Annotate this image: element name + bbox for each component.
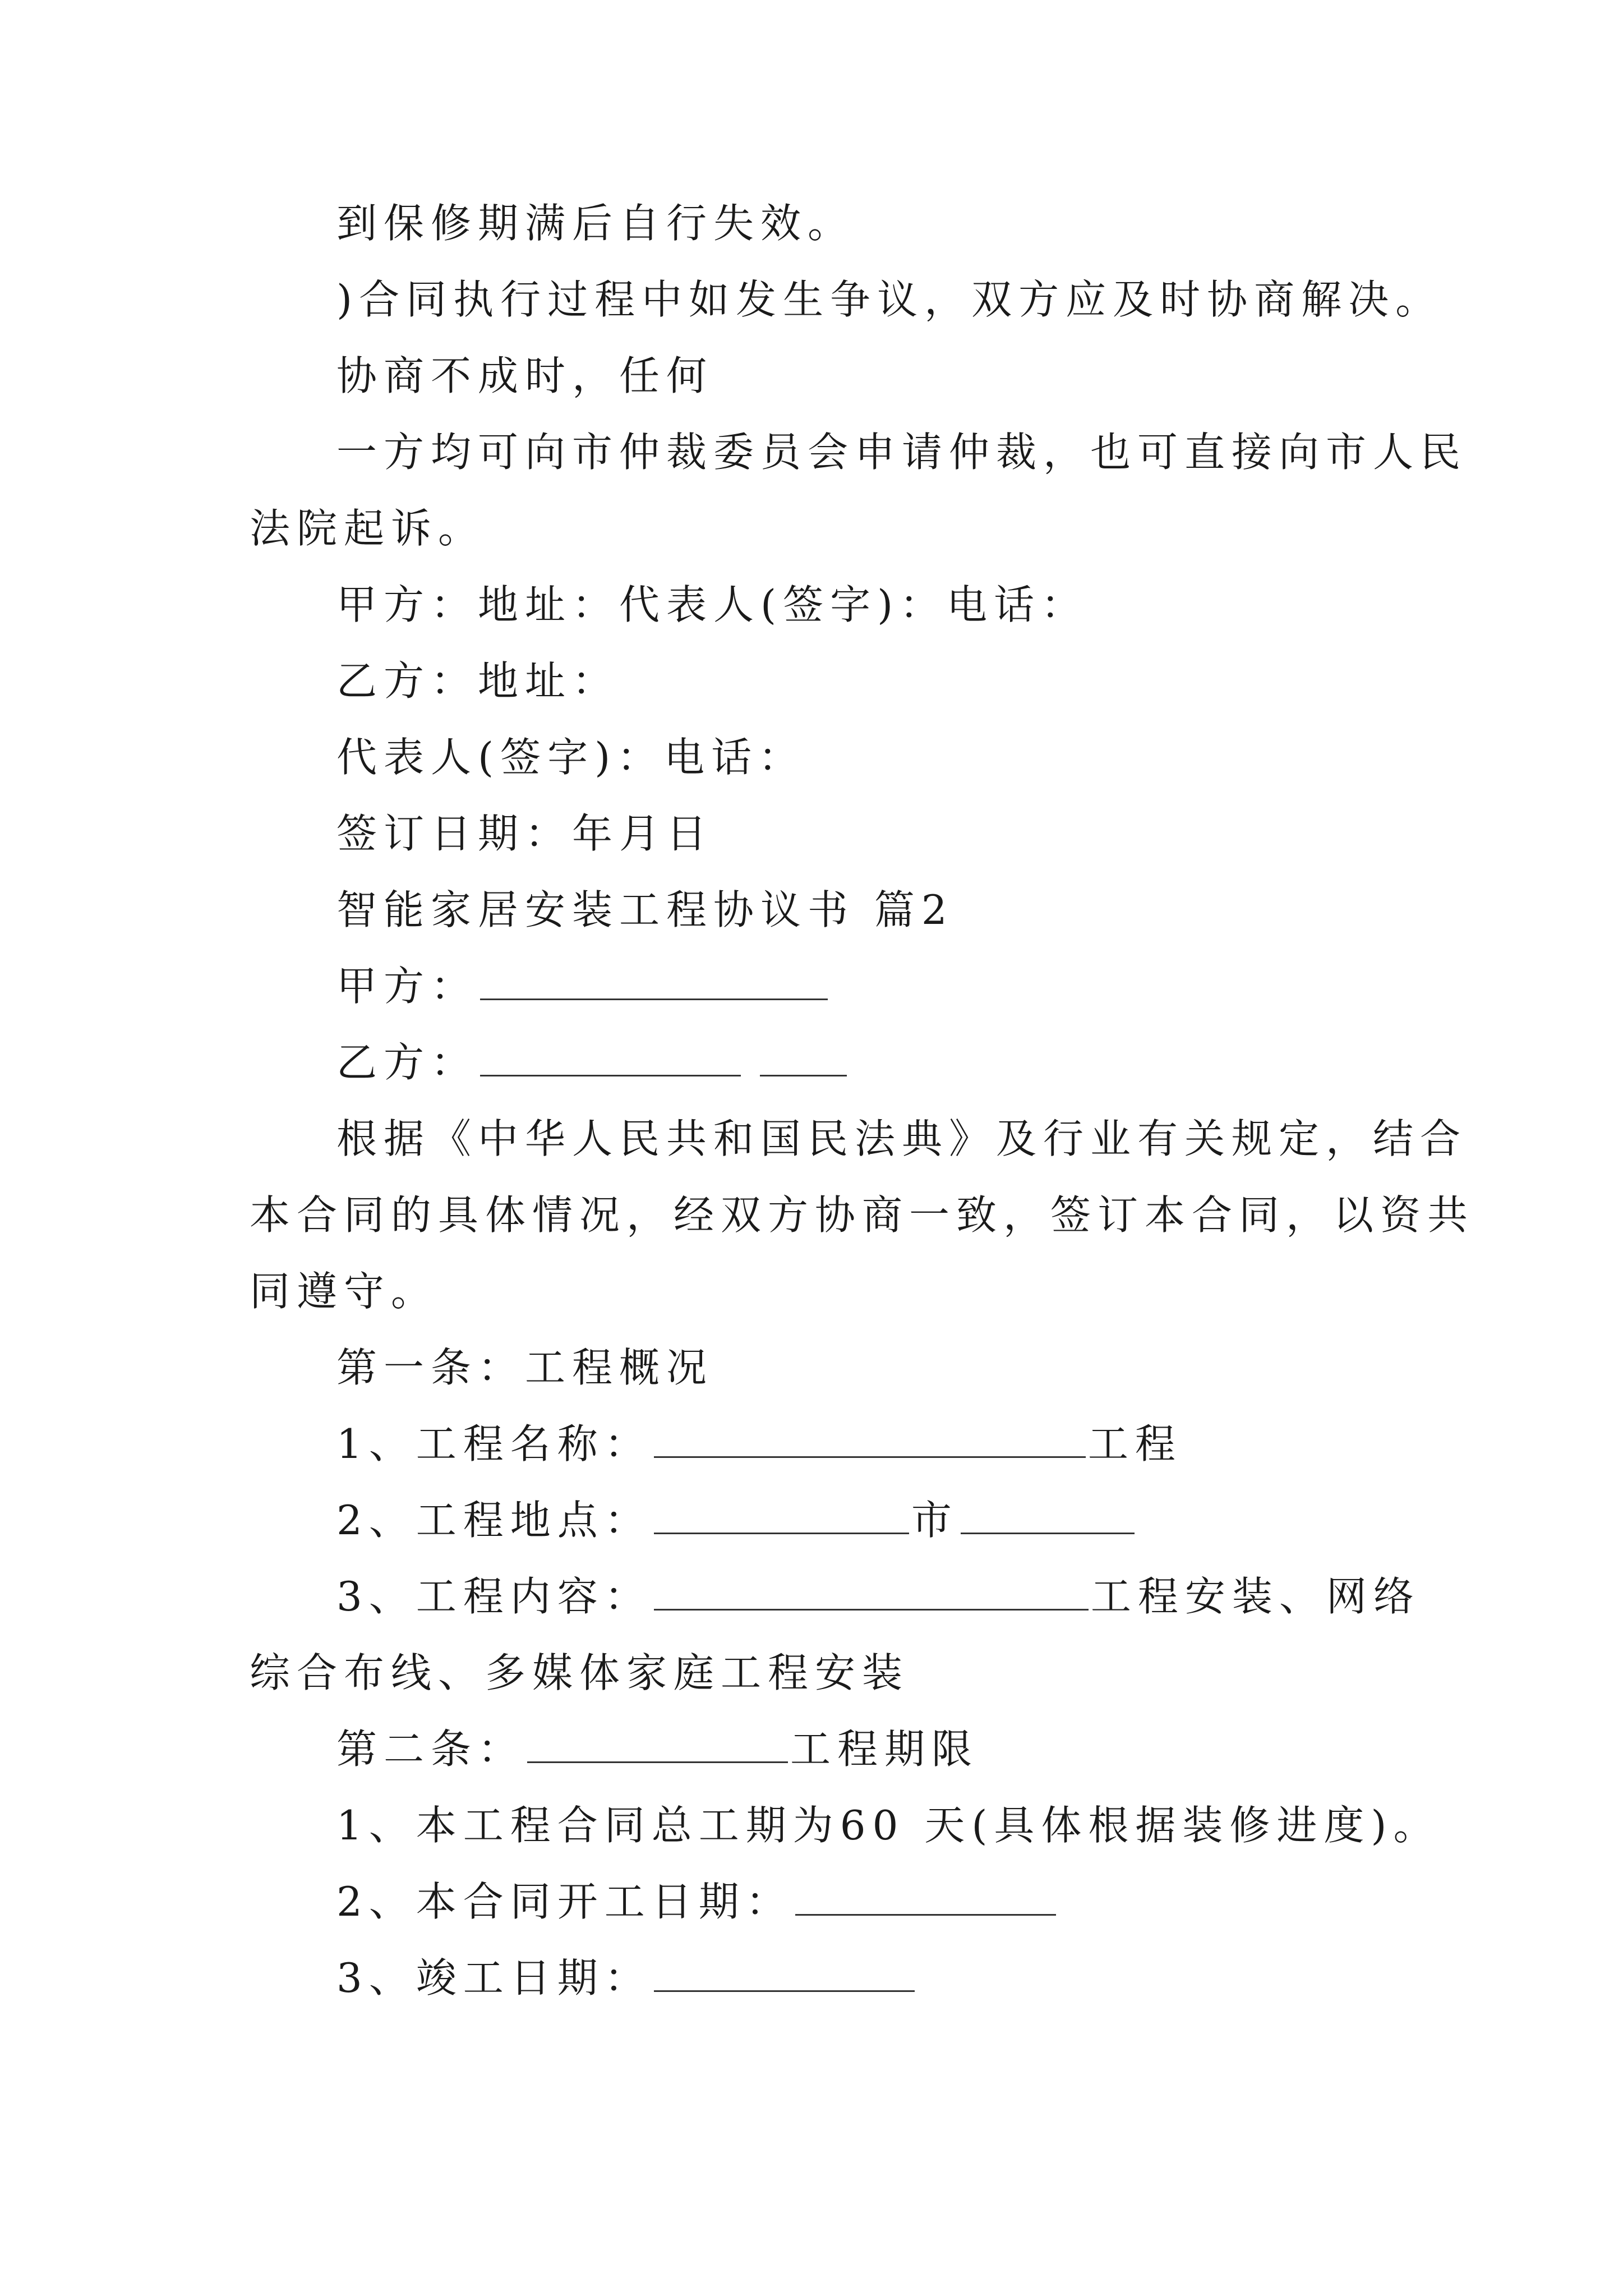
completion-date-blank — [654, 1955, 915, 1992]
party-b-label: 乙方： — [336, 1039, 478, 1086]
paragraph-line: 代表人(签字)：电话： — [336, 734, 806, 781]
project-name-suffix: 工程 — [1087, 1420, 1182, 1467]
paragraph-line: 到保修期满后自行失效。 — [336, 200, 855, 247]
completion-date-label: 3、竣工日期： — [336, 1954, 652, 2001]
project-location-label: 2、工程地点： — [336, 1497, 652, 1544]
completion-date-line — [336, 1950, 917, 2006]
party-b-line — [336, 1034, 849, 1091]
paragraph-line: 法院起诉。 — [250, 505, 486, 552]
paragraph-line: 综合布线、多媒体家庭工程安装 — [250, 1649, 910, 1696]
paragraph-line: 甲方：地址：代表人(签字)：电话： — [336, 581, 1089, 628]
party-b-blank — [480, 1040, 741, 1076]
project-location-city: 市 — [911, 1497, 958, 1544]
paragraph-line: 签订日期：年月日 — [336, 810, 714, 857]
project-name-label: 1、工程名称： — [336, 1420, 652, 1467]
party-a-line — [336, 958, 830, 1014]
project-name-blank — [654, 1421, 1086, 1458]
paragraph-line: 乙方：地址： — [336, 657, 620, 705]
article-heading-2 — [336, 1721, 979, 1777]
project-content-label: 3、工程内容： — [336, 1573, 652, 1620]
start-date-line — [336, 1874, 1058, 1930]
paragraph-line: 本合同的具体情况，经双方协商一致，签订本合同，以资共 — [250, 1191, 1475, 1239]
article-heading: 第一条：工程概况 — [336, 1344, 714, 1391]
paragraph-line: 1、本工程合同总工期为60 天(具体根据装修进度)。 — [336, 1802, 1441, 1849]
article-2-blank — [527, 1727, 788, 1763]
project-location-line — [336, 1492, 1137, 1548]
article-2-label: 第二条： — [336, 1726, 525, 1773]
project-content-line — [336, 1568, 1421, 1625]
section-title: 智能家居安装工程协议书 篇2 — [336, 886, 954, 933]
project-name-line — [336, 1416, 1182, 1472]
project-location-blank-2 — [961, 1498, 1135, 1534]
party-a-blank — [480, 964, 828, 1000]
paragraph-line: 根据《中华人民共和国民法典》及行业有关规定，结合 — [336, 1115, 1468, 1162]
paragraph-line: 同遵守。 — [250, 1268, 439, 1315]
project-content-blank — [654, 1574, 1089, 1611]
party-b-blank-2 — [760, 1040, 847, 1076]
paragraph-line: 一方均可向市仲裁委员会申请仲裁，也可直接向市人民 — [336, 429, 1468, 476]
paragraph-line: 协商不成时，任何 — [336, 352, 714, 399]
article-2-title: 工程期限 — [790, 1726, 979, 1773]
start-date-label: 2、本合同开工日期： — [336, 1878, 793, 1925]
start-date-blank — [795, 1879, 1056, 1916]
paragraph-line: )合同执行过程中如发生争议，双方应及时协商解决。 — [336, 276, 1443, 323]
project-content-suffix: 工程安装、网络 — [1090, 1573, 1421, 1620]
project-location-blank — [654, 1498, 909, 1534]
party-a-label: 甲方： — [336, 963, 478, 1010]
